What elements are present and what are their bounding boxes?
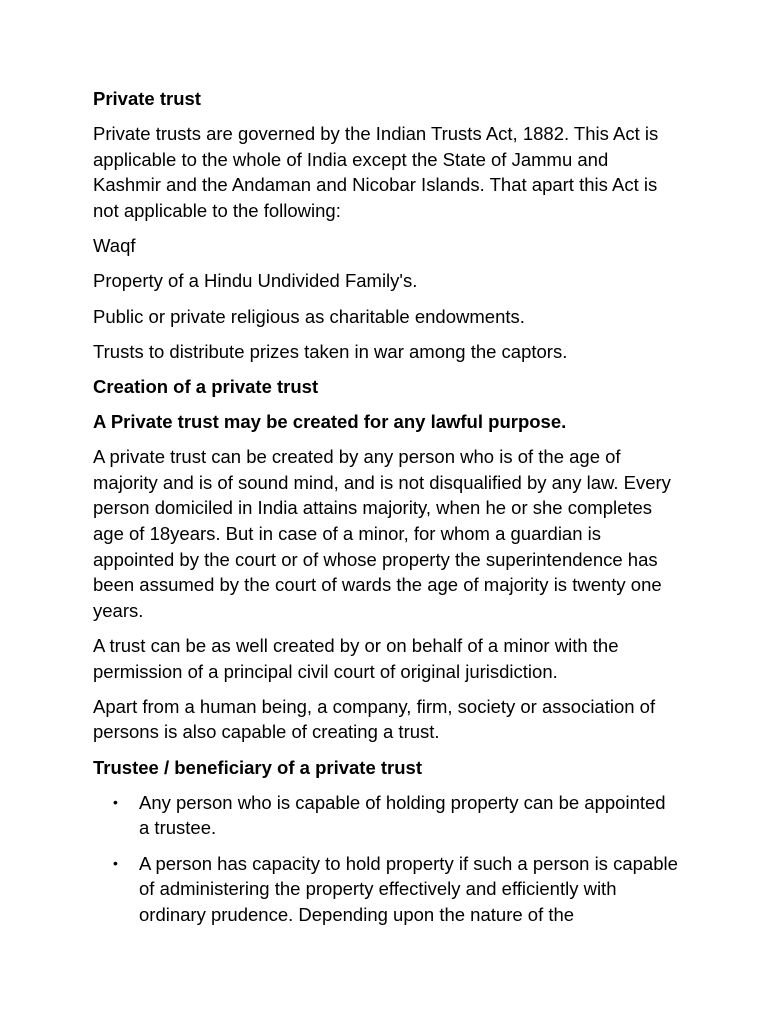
heading-creation: Creation of a private trust	[93, 375, 319, 397]
heading-trustee: Trustee / beneficiary of a private trust	[93, 756, 422, 778]
list-item	[93, 851, 678, 928]
paragraph-majority: A private trust can be created by any person who is of the age of majority and is of sound mind, and is not disqualified by any law. Every person domiciled in India attains majority, when he or she completes age of 18years. But in case of a minor, for whom a guardian is appointed by the court or of whose property the superintendence has been assumed by the court of wards the age of majority is twenty one years.	[93, 446, 671, 621]
trustee-bullet-list	[93, 790, 678, 928]
bullet-icon: •	[113, 793, 118, 810]
exclusion-item: Public or private religious as charitable endowments.	[93, 305, 525, 327]
document-page	[93, 86, 678, 937]
list-item-text: A person has capacity to hold property if such a person is capable of administering the property effectively and efficiently with ordinary prudence. Depending upon the nature of the	[139, 852, 678, 925]
paragraph-minor: A trust can be as well created by or on behalf of a minor with the permission of a principal civil court of original jurisdiction.	[93, 635, 619, 682]
exclusion-item: Property of a Hindu Undivided Family's.	[93, 270, 418, 292]
bullet-icon: •	[113, 854, 118, 871]
list-item-text: Any person who is capable of holding property can be appointed a trustee.	[139, 791, 666, 839]
exclusion-item: Waqf	[93, 235, 136, 257]
exclusion-item: Trusts to distribute prizes taken in war among the captors.	[93, 340, 568, 362]
heading-private-trust: Private trust	[93, 88, 201, 109]
paragraph-company: Apart from a human being, a company, firm, society or association of persons is also capable of creating a trust.	[93, 695, 656, 743]
list-item	[93, 790, 678, 841]
intro-paragraph: Private trusts are governed by the Indian Trusts Act, 1882. This Act is applicable to the whole of India except the State of Jammu and Kashmir and the Andaman and Nicobar Islands. That apart this Act is not applicable to the following:	[93, 123, 659, 221]
subheading-lawful-purpose: A Private trust may be created for any lawful purpose.	[93, 411, 567, 433]
